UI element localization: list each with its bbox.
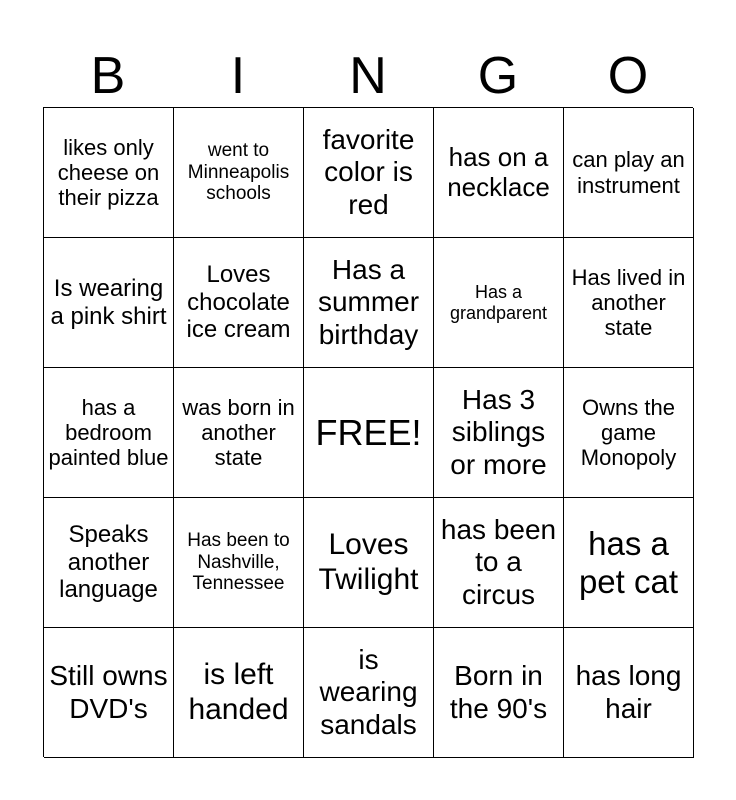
- cell-text: was born in another state: [182, 394, 295, 471]
- cell-text: has a bedroom painted blue: [48, 394, 169, 471]
- bingo-cell[interactable]: [44, 628, 174, 758]
- bingo-cell[interactable]: [564, 368, 694, 498]
- cell-text: can play an instrument: [572, 147, 685, 198]
- bingo-cell[interactable]: [44, 238, 174, 368]
- cell-text: Loves Twilight: [318, 528, 419, 596]
- bingo-cell[interactable]: [434, 498, 564, 628]
- bingo-cell[interactable]: [564, 108, 694, 238]
- cell-text: is wearing sandals: [319, 644, 418, 740]
- cell-text: has been to a circus: [440, 514, 557, 610]
- bingo-cell[interactable]: [434, 628, 564, 758]
- bingo-cell[interactable]: [304, 238, 434, 368]
- bingo-cell[interactable]: [304, 498, 434, 628]
- bingo-cell[interactable]: [174, 368, 304, 498]
- cell-text: Speaks another language: [59, 521, 158, 604]
- cell-text: likes only cheese on their pizza: [57, 134, 160, 211]
- bingo-cell[interactable]: [564, 238, 694, 368]
- bingo-board: [43, 107, 693, 757]
- cell-text: Born in the 90's: [449, 660, 548, 724]
- bingo-cell[interactable]: [174, 628, 304, 758]
- cell-text: Has a summer birthday: [317, 254, 420, 350]
- cell-text: Has 3 siblings or more: [450, 384, 547, 480]
- header-letter-i: I: [230, 47, 246, 105]
- free-cell[interactable]: [304, 368, 434, 498]
- bingo-cell[interactable]: [44, 498, 174, 628]
- cell-text: Has been to Nashville, Tennessee: [187, 529, 290, 595]
- bingo-cell[interactable]: [434, 368, 564, 498]
- bingo-cell[interactable]: [44, 368, 174, 498]
- cell-text: Is wearing a pink shirt: [50, 274, 167, 330]
- cell-text: Owns the game Monopoly: [580, 394, 677, 471]
- free-cell-text: FREE!: [315, 411, 422, 453]
- header-letter-n: N: [349, 47, 387, 105]
- cell-text: went to Minneapolis schools: [187, 139, 290, 205]
- bingo-cell[interactable]: [434, 238, 564, 368]
- cell-text: Has a grandparent: [449, 281, 548, 323]
- header-letter-g: G: [477, 47, 519, 105]
- cell-text: has a pet cat: [578, 524, 679, 600]
- bingo-cell[interactable]: [564, 628, 694, 758]
- cell-text: Has lived in another state: [571, 264, 686, 341]
- cell-text: favorite color is red: [322, 124, 415, 220]
- cell-text: Loves chocolate ice cream: [186, 261, 291, 344]
- cell-text: is left handed: [188, 658, 289, 726]
- cell-text: Still owns DVD's: [49, 660, 168, 724]
- bingo-cell[interactable]: [174, 498, 304, 628]
- bingo-cell[interactable]: [174, 238, 304, 368]
- header-letter-b: B: [90, 47, 126, 105]
- bingo-header: [43, 44, 693, 108]
- cell-text: has on a necklace: [447, 141, 550, 202]
- header-letter-o: O: [607, 47, 649, 105]
- cell-text: has long hair: [575, 660, 682, 724]
- bingo-cell[interactable]: [174, 108, 304, 238]
- bingo-cell[interactable]: [564, 498, 694, 628]
- bingo-cell[interactable]: [434, 108, 564, 238]
- bingo-cell[interactable]: [44, 108, 174, 238]
- bingo-cell[interactable]: [304, 108, 434, 238]
- bingo-cell[interactable]: [304, 628, 434, 758]
